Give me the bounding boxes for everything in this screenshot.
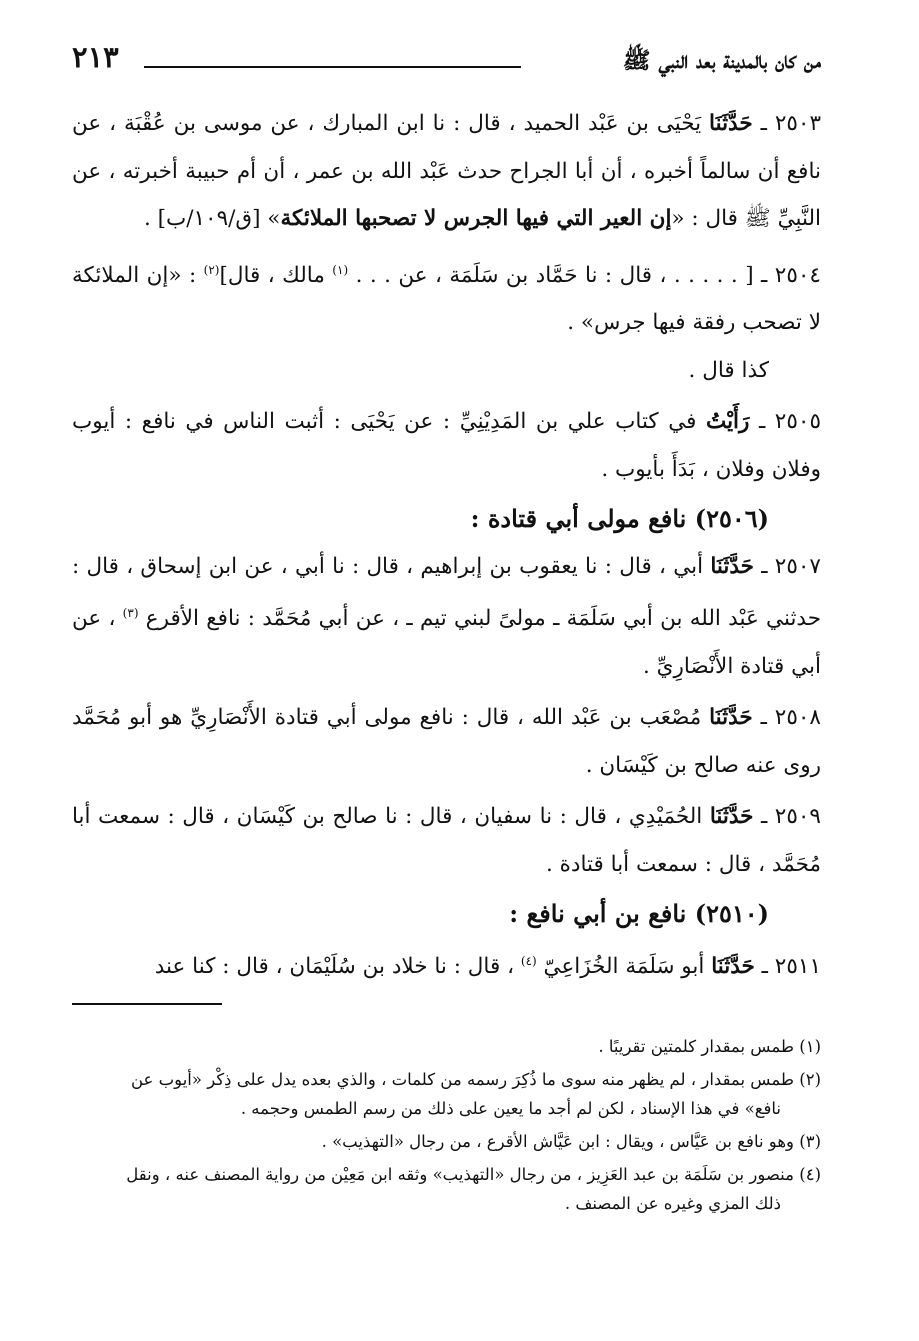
hadith-number: ٢٥٠٣ ـ: [760, 111, 822, 136]
comment-kadha: كذا قال .: [688, 357, 769, 383]
footnote-3: [72, 1127, 821, 1156]
hadith-2509: [72, 793, 821, 888]
footnote-text: طمس بمقدار ، لم يظهر منه سوى ما ذُكِرَ رسمه من كلمات ، والذي بعده يدل على ذِكْر «أيوب عن: [131, 1070, 794, 1089]
hadith-2508: [72, 694, 821, 789]
footnote-mark: (٢): [799, 1070, 821, 1089]
hadith-text: مُصْعَب بن عَبْد الله ، قال : نافع مولى أبي قتادة الأَنْصَارِيِّ هو أبو مُحَمَّد روى عنه صالح بن كَيْسَان .: [72, 705, 821, 778]
footnote-separator: [72, 1003, 222, 1005]
hadith-number: ٢٥١١ ـ: [761, 953, 821, 979]
narration-keyword: حَدَّثَنَا: [710, 553, 754, 579]
hadith-text-end: » [ق/١٠٩/ب] .: [143, 206, 281, 231]
hadith-text: ، عن أبي قتادة الأَنْصَارِيِّ .: [72, 606, 821, 679]
hadith-2504: [72, 247, 821, 347]
page-number: ٢١٣: [72, 40, 119, 74]
footnote-ref-2[interactable]: (٢): [203, 262, 220, 277]
footnote-1: [72, 1032, 821, 1061]
footnote-4: [72, 1160, 821, 1218]
hadith-number: ٢٥٠٨ ـ: [760, 705, 821, 731]
hadith-number: ٢٥٠٩ ـ: [760, 804, 821, 830]
footnote-ref-4[interactable]: (٤): [520, 953, 537, 968]
narration-keyword: حَدَّثَنَا: [709, 804, 754, 830]
hadith-text: أبي ، قال : نا يعقوب بن إبراهيم ، قال : نا أبي ، عن ابن إسحاق ، قال : حدثني عَبْد الله بن أبي سَلَمَة ـ مولىً لبني تيم ـ ، عن أبي مُحَمَّد : نافع الأقرع: [72, 553, 821, 632]
hadith-number: ٢٥٠٥ ـ: [758, 409, 821, 435]
section-heading-2506: (٢٥٠٦) نافع مولى أبي قتادة :: [470, 504, 769, 534]
hadith-number: ٢٥٠٤ ـ: [761, 262, 821, 288]
section-heading-2510: (٢٥١٠) نافع بن أبي نافع :: [509, 899, 769, 929]
narration-keyword: حَدَّثَنَا: [711, 953, 755, 979]
hadith-text: ، قال : نا خلاد بن سُلَيْمَان ، قال : كنا عند: [154, 953, 515, 979]
footnote-mark: (٣): [799, 1132, 821, 1151]
hadith-number: ٢٥٠٧ ـ: [761, 553, 821, 579]
hadith-text: : «إن الملائكة لا تصحب رفقة فيها جرس» .: [72, 262, 821, 336]
footnote-text-cont: نافع» في هذا الإسناد ، لكن لم أجد ما يعين على ذلك من رسم الطمس وحجمه .: [240, 1099, 781, 1118]
hadith-text: أبو سَلَمَة الخُزَاعِيّ: [543, 953, 705, 979]
hadith-text: [ . . . . . ، قال : نا حَمَّاد بن سَلَمَة ، عن . . .: [355, 262, 754, 288]
main-text: [72, 100, 821, 990]
footnote-ref-3[interactable]: (٣): [122, 606, 139, 621]
footnote-text: طمس بمقدار كلمتين تقريبًا .: [598, 1037, 794, 1056]
footnote-mark: (١): [799, 1037, 821, 1056]
footnote-text: منصور بن سَلَمَة بن عبد العَزِيز ، من رجال «التهذيب» وثقه ابن مَعِيْن من رواية المصنف عنه ، ونقل: [126, 1165, 794, 1184]
header-rule: [144, 66, 521, 68]
hadith-text: في كتاب علي بن المَدِيْنِيِّ : عن يَحْيَى : أثبت الناس في نافع : أيوب وفلان وفلان ، بَدَأَ بأيوب .: [72, 409, 821, 482]
hadith-2505: [72, 398, 821, 493]
hadith-2511: [72, 938, 821, 991]
hadith-text: مالك ، قال]: [219, 262, 325, 288]
narration-keyword: حَدَّثَنَا: [709, 705, 753, 731]
hadith-text: الحُمَيْدِي ، قال : نا سفيان ، قال : نا صالح بن كَيْسَان ، قال : سمعت أبا مُحَمَّد ، قال : سمعت أبا قتادة .: [72, 804, 821, 877]
footnotes: [72, 1032, 821, 1222]
hadith-text: يَحْيَى بن عَبْد الحميد ، قال : نا ابن المبارك ، عن موسى بن عُقْبَة ، عن نافع أن سالماً أخبره ، أن أبا الجراح حدث عَبْد الله بن عمر ، أن أم حبيبة أخبرته ، عن النَّبِيِّ ﷺ قال : «: [72, 111, 821, 231]
footnote-text-cont: ذلك المزي وغيره عن المصنف .: [564, 1194, 781, 1213]
running-title: من كان بالمدينة بعد النبي ﷺ: [622, 47, 821, 74]
footnote-mark: (٤): [799, 1165, 821, 1184]
footnote-text: وهو نافع بن عَيَّاس ، ويقال : ابن عَيَّاش الأقرع ، من رجال «التهذيب» .: [321, 1132, 794, 1151]
narration-keyword: حَدَّثَنَا: [709, 111, 753, 136]
footnote-ref-1[interactable]: (١): [332, 262, 349, 277]
hadith-matn: إن العير التي فيها الجرس لا تصحبها الملائكة: [280, 206, 672, 231]
narration-keyword: رَأَيْتُ: [705, 409, 750, 435]
footnote-2: [72, 1065, 821, 1123]
page-header: [72, 36, 821, 76]
hadith-2507: [72, 543, 821, 691]
hadith-2503: [72, 100, 821, 243]
